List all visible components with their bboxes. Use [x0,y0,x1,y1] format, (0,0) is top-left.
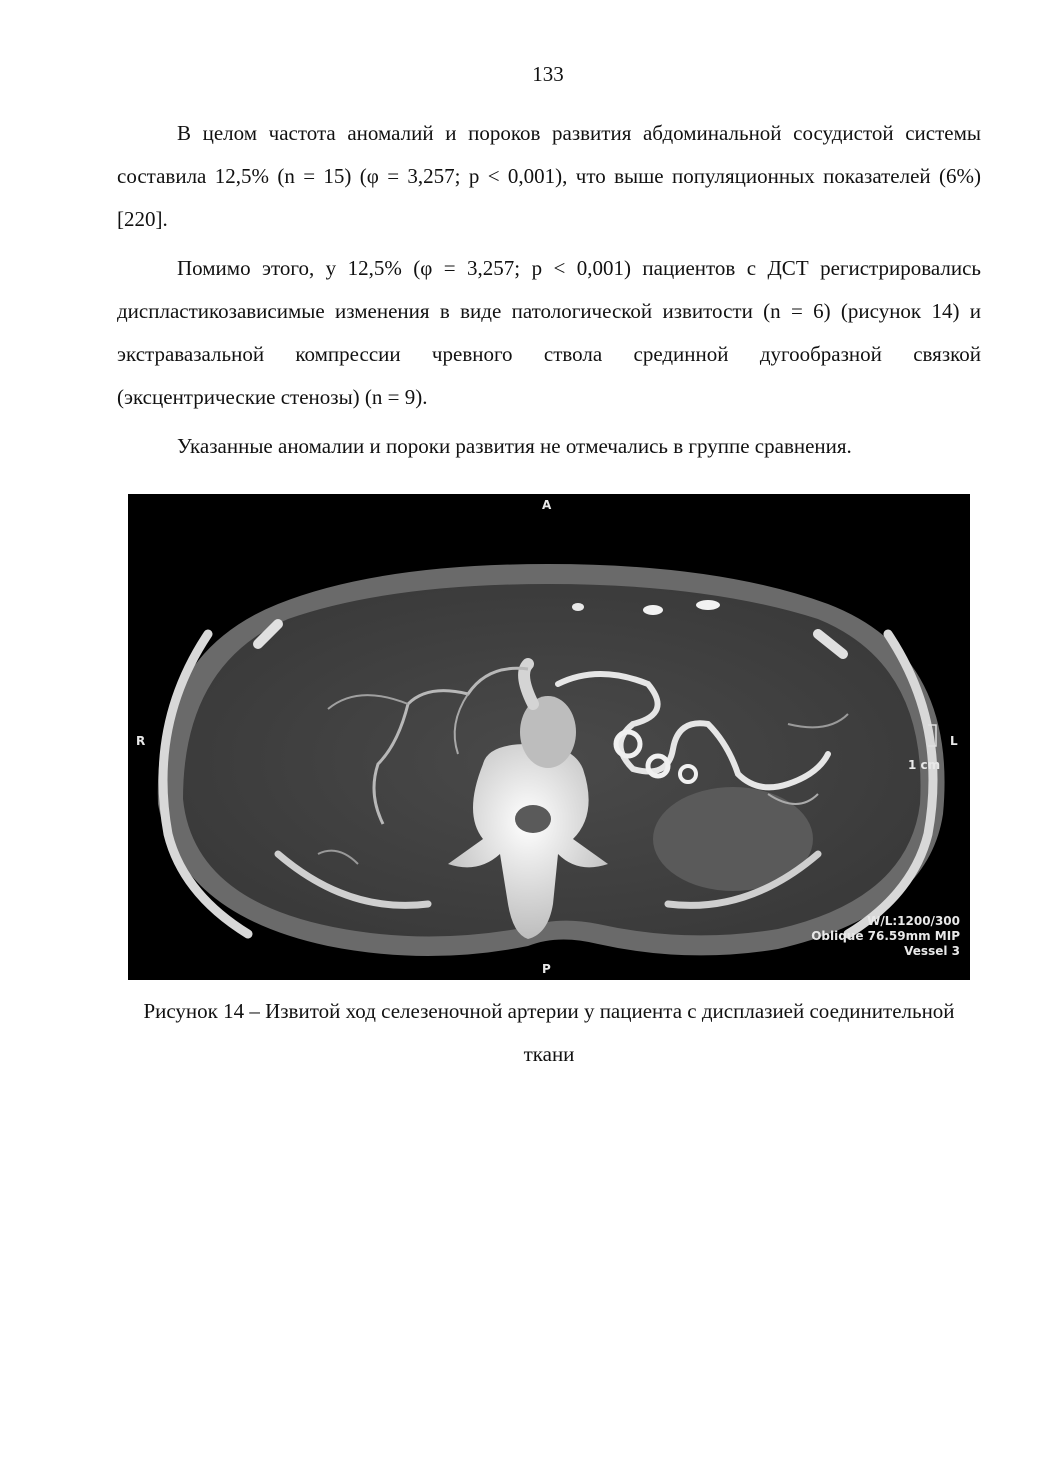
figure-caption: Рисунок 14 – Извитой ход селезеночной артерии у пациента с дисплазией соединительной ткани [143,999,955,1066]
orientation-right: R [136,734,146,748]
paragraph: Помимо этого, у 12,5% (φ = 3,257; p < 0,001) пациентов с ДСТ регистрировались диспластикозависимые изменения в виде патологической извитости (n = 6) (рисунок 14) и экстравазальной компрессии чревного ствола срединной дугообразной связкой (эксцентрические стенозы) (n = 9). [117,256,981,409]
ct-scan-image [128,494,970,980]
overlay-window-level: W/L:1200/300 [867,914,960,928]
spinal-canal [515,805,551,833]
scale-label: 1 cm [908,758,941,772]
overlay-reconstruction: Oblique 76.59mm MIP [811,929,960,943]
paragraph: Указанные аномалии и пороки развития не отмечались в группе сравнения. [177,434,852,458]
cartilage [572,603,584,611]
cartilage [643,605,663,615]
body-text [117,112,981,474]
ct-scan-figure [128,494,970,980]
overlay-series: Vessel 3 [904,944,960,958]
cartilage [696,600,720,610]
orientation-posterior: P [542,962,551,976]
paragraph: В целом частота аномалий и пороков развития абдоминальной сосудистой системы составила 12,5% (n = 15) (φ = 3,257; p < 0,001), что выше популяционных показателей (6%) [220]. [117,121,981,231]
orientation-anterior: A [542,498,552,512]
orientation-left: L [950,734,958,748]
page-number: 133 [532,62,564,86]
